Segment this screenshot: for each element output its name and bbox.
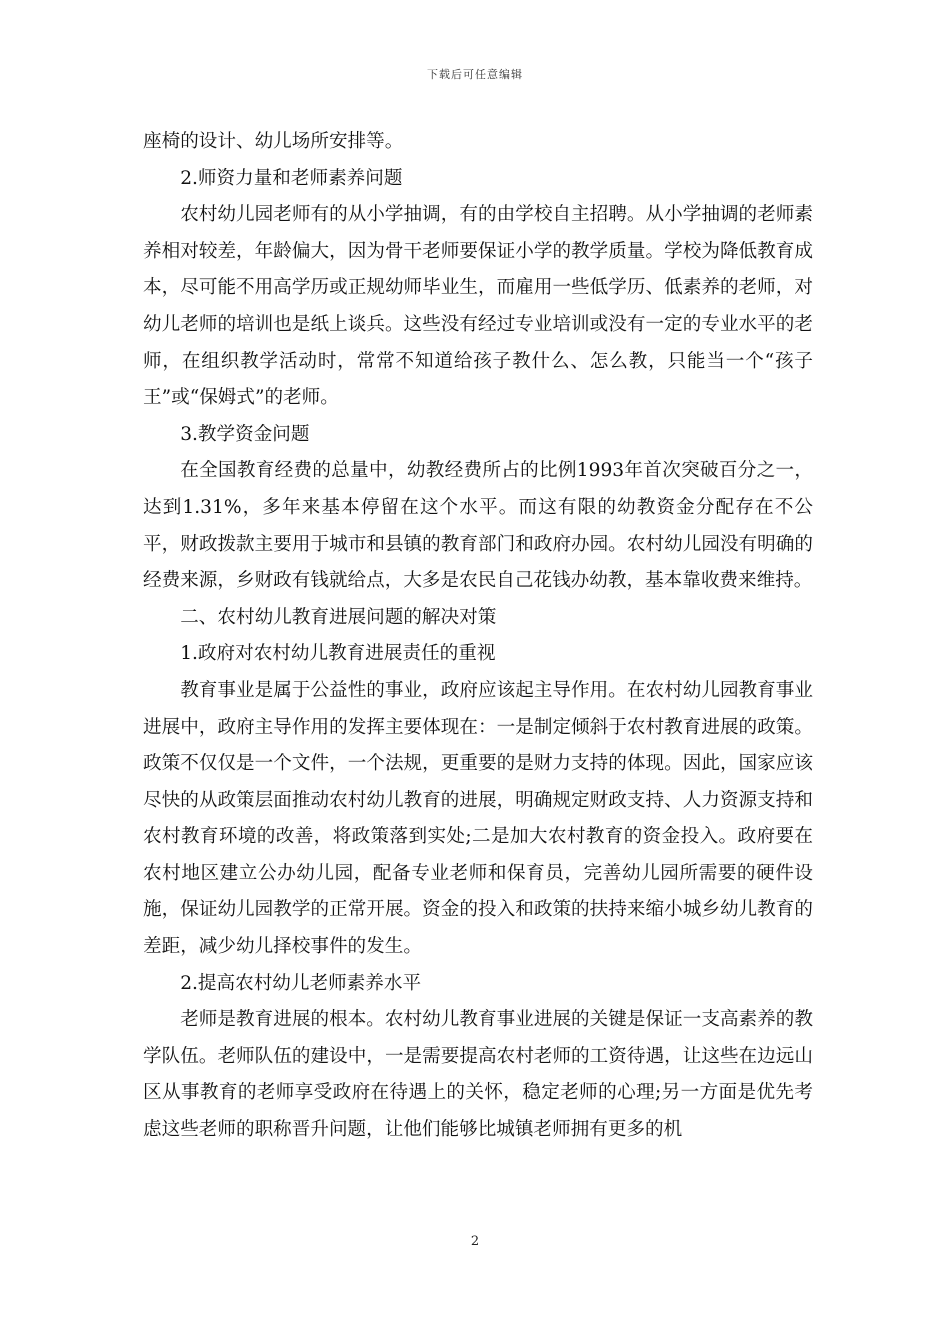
page-number: 2 (470, 1234, 480, 1249)
subsection-heading-teacher-quality: 2.提高农村幼儿老师素养水平 (180, 972, 422, 994)
paragraph-teacher-quality: 老师是教育进展的根本。农村幼儿教育事业进展的关键是保证一支高素养的教学队伍。老师队伍的建设中，一是需要提高农村老师的工资待遇，让这些在边远山区从事教育的老师享受政府在待遇上的关怀，稳定老师的心理;另一方面是优先考虑这些老师的职称晋升问题，让他们能够比城镇老师拥有更多的机 (143, 1009, 813, 1141)
page-header: 下载后可任意编辑 (427, 68, 523, 81)
subsection-heading-government: 1.政府对农村幼儿教育进展责任的重视 (180, 643, 496, 665)
section-heading-funding: 3.教学资金问题 (180, 423, 310, 445)
paragraph-funding: 在全国教育经费的总量中，幼教经费所占的比例1993年首次突破百分之一，达到1.31%，多年来基本停留在这个水平。而这有限的幼教资金分配存在不公平，财政拨款主要用于城市和县镇的教育部门和政府办园。农村幼儿园没有明确的经费来源，乡财政有钱就给点，大多是农民自己花钱办幼教，基本靠收费来维持。 (143, 460, 813, 592)
section-heading-teachers: 2.师资力量和老师素养问题 (180, 167, 403, 189)
paragraph-teachers: 农村幼儿园老师有的从小学抽调，有的由学校自主招聘。从小学抽调的老师素养相对较差，年龄偏大，因为骨干老师要保证小学的教学质量。学校为降低教育成本，尽可能不用高学历或正规幼师毕业生，而雇用一些低学历、低素养的老师，对幼儿老师的培训也是纸上谈兵。这些没有经过专业培训或没有一定的专业水平的老师，在组织教学活动时，常常不知道给孩子教什么、怎么教，只能当一个“孩子王”或“保姆式”的老师。 (143, 204, 813, 409)
section-heading-solutions: 二、农村幼儿教育进展问题的解决对策 (180, 606, 497, 628)
paragraph-continuation: 座椅的设计、幼儿场所安排等。 (143, 131, 404, 152)
paragraph-government: 教育事业是属于公益性的事业，政府应该起主导作用。在农村幼儿园教育事业进展中，政府主导作用的发挥主要体现在：一是制定倾斜于农村教育进展的政策。政策不仅仅是一个文件，一个法规，更重要的是财力支持的体现。因此，国家应该尽快的从政策层面推动农村幼儿教育的进展，明确规定财政支持、人力资源支持和农村教育环境的改善，将政策落到实处;二是加大农村教育的资金投入。政府要在农村地区建立公办幼儿园，配备专业老师和保育员，完善幼儿园所需要的硬件设施，保证幼儿园教学的正常开展。资金的投入和政策的扶持来缩小城乡幼儿教育的差距，减少幼儿择校事件的发生。 (143, 679, 813, 958)
document-body (143, 124, 813, 1149)
